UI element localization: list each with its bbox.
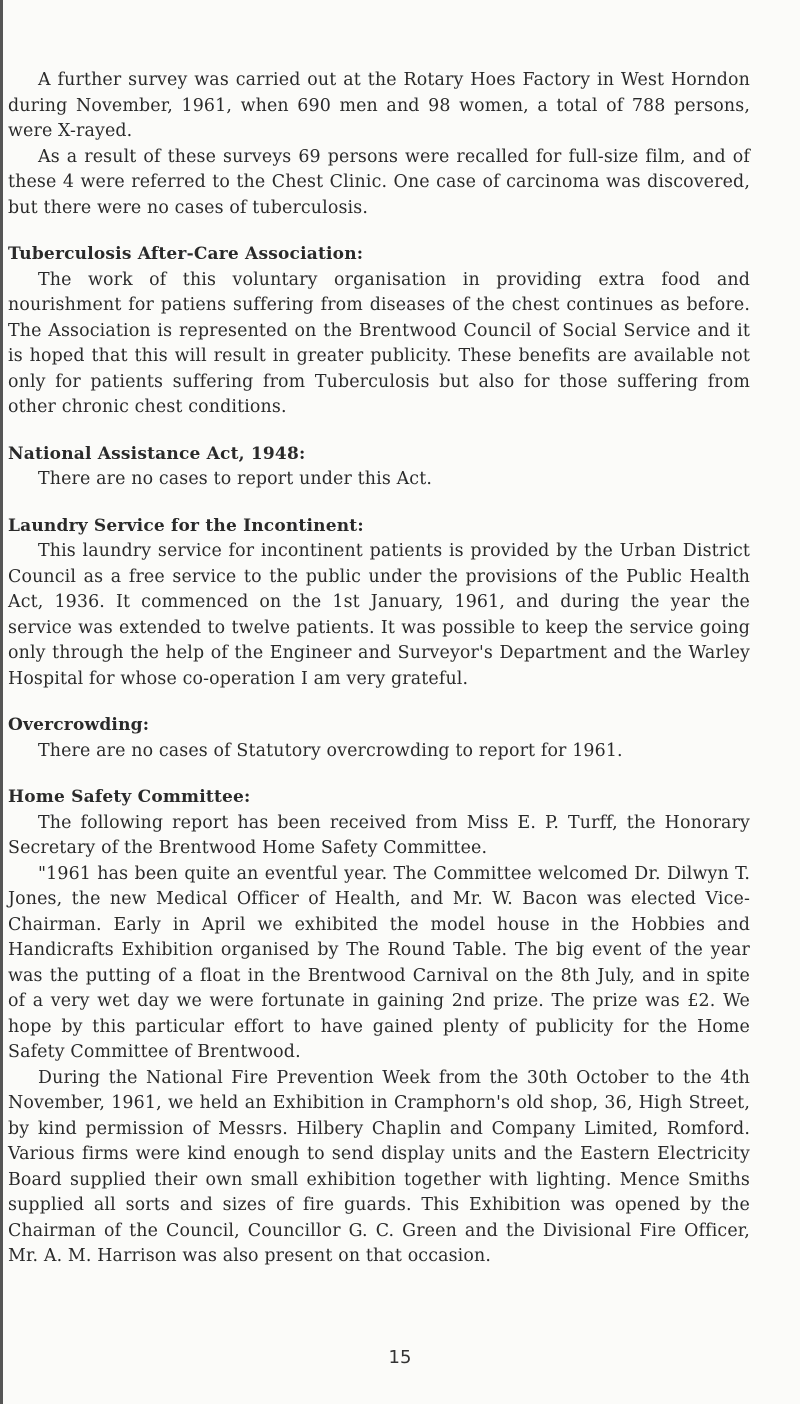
paragraph: During the National Fire Prevention Week from the 30th October to the 4th November, 1961, we held an Exhibition in Cramphorn's old shop, 36, High Street, by kind permission of Messrs. Hilbery Chaplin and Company Limited, Romford. Various firms were kind enough to send display units and the Eastern Electricity Board supplied their own small exhibition together with lighting. Mence Smiths supplied all sorts and sizes of fire guards. This Exhibition was opened by the Chairman of the Council, Councillor G. C. Green and the Divisional Fire Officer, Mr. A. M. Harrison was also present on that occasion. <box>8 1067 750 1266</box>
section-overcrowding <box>8 713 750 764</box>
paragraph: As a result of these surveys 69 persons were recalled for full-size film, and of these 4 were referred to the Chest Clinic. One case of carcinoma was discovered, but there were no cases of tuberculosis. <box>8 146 750 218</box>
section-tuberculosis-after-care <box>8 242 750 421</box>
paragraph: The following report has been received from Miss E. P. Turff, the Honorary Secretary of the Brentwood Home Safety Committee. <box>8 812 750 858</box>
paragraph: This laundry service for incontinent patients is provided by the Urban District Council as a free service to the public under the provisions of the Public Health Act, 1936. It commenced on the 1st January, 1961, and during the year the service was extended to twelve patients. It was possible to keep the service going only through the help of the Engineer and Surveyor's Department and the Warley Hospital for whose co-operation I am very grateful. <box>8 541 750 689</box>
section-xray-survey <box>8 68 750 221</box>
paragraph: The work of this voluntary organisation in providing extra food and nourishment for patiens suffering from diseases of the chest continues as before. The Association is represented on the Brentwood Council of Social Service and it is hoped that this will result in greater publicity. These benefits are available not only for patients suffering from Tuberculosis but also for those suffering from other chronic chest conditions. <box>8 269 750 417</box>
paragraph: A further survey was carried out at the Rotary Hoes Factory in West Horndon during November, 1961, when 690 men and 98 women, a total of 788 persons, were X-rayed. <box>8 70 750 141</box>
section-heading: Laundry Service for the Incontinent: <box>8 515 364 536</box>
page-binding-edge <box>0 0 3 1404</box>
paragraph: There are no cases to report under this Act. <box>38 469 433 489</box>
section-home-safety-committee <box>8 785 750 1270</box>
page-number: 15 <box>388 1347 412 1368</box>
section-heading: Tuberculosis After-Care Association: <box>8 244 364 264</box>
section-laundry-service <box>8 514 750 693</box>
section-national-assistance-act <box>8 442 750 493</box>
paragraph: There are no cases of Statutory overcrowding to report for 1961. <box>38 740 623 761</box>
section-heading: Home Safety Committee: <box>8 787 251 807</box>
section-heading: Overcrowding: <box>8 715 150 735</box>
section-heading: National Assistance Act, 1948: <box>8 443 306 464</box>
paragraph: "1961 has been quite an eventful year. The Committee welcomed Dr. Dilwyn T. Jones, the new Medical Officer of Health, and Mr. W. Bacon was elected Vice-Chairman. Early in April we exhibited the model house in the Hobbies and Handicrafts Exhibition organised by The Round Table. The big event of the year was the putting of a float in the Brentwood Carnival on the 8th July, and in spite of a very wet day we were fortunate in gaining 2nd prize. The prize was £2. We hope by this particular effort to have gained plenty of publicity for the Home Safety Committee of Brentwood. <box>8 863 750 1062</box>
